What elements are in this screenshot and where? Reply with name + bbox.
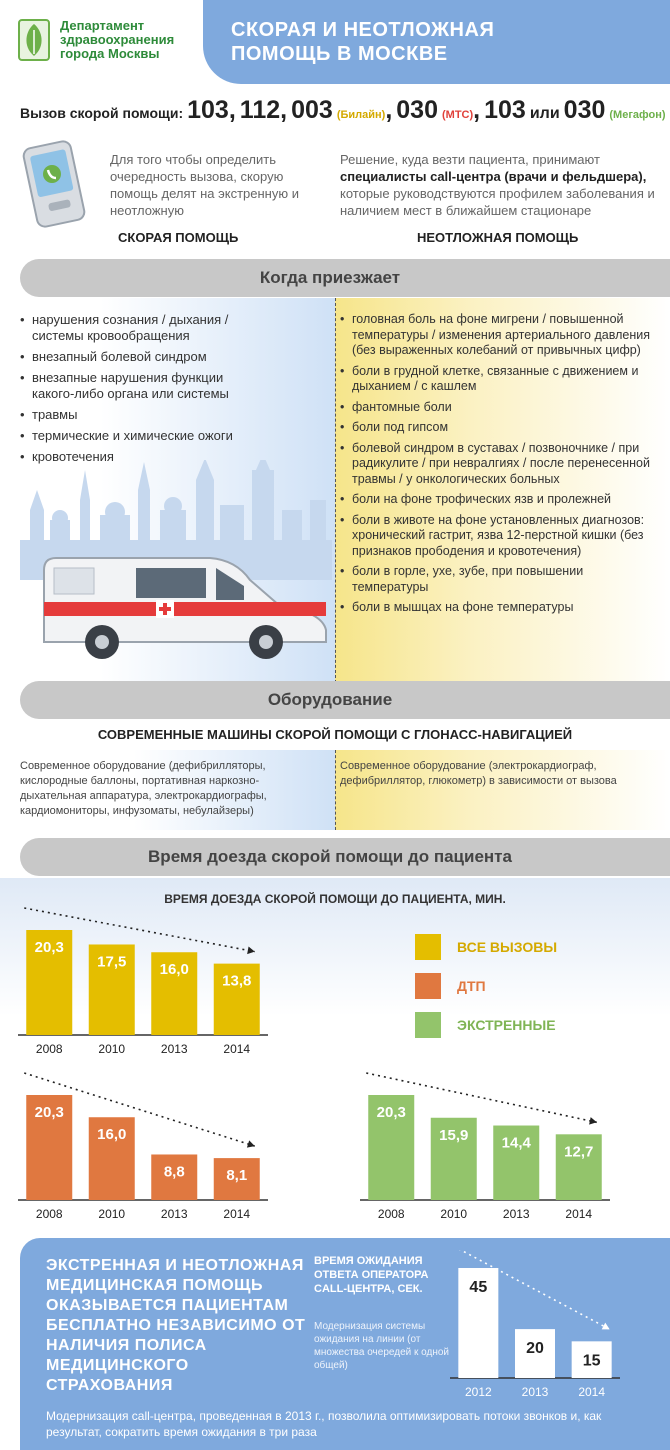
equipment-subtitle: СОВРЕМЕННЫЕ МАШИНЫ СКОРОЙ ПОМОЩИ С ГЛОНАСС-НАВИГАЦИЕЙ xyxy=(97,727,573,742)
title-line: СКОРАЯ И НЕОТЛОЖНАЯ xyxy=(231,19,495,41)
x-tick-label: 2010 xyxy=(98,1207,126,1221)
list-item: • болевой синдром в суставах / позвоночнике / при радикулите / при невралгиях / после перенесенной травмы / у онкологических больных xyxy=(340,441,658,488)
section-when-header xyxy=(20,259,670,297)
bar-value-label: 8,8 xyxy=(163,1163,185,1181)
x-tick-label: 2008 xyxy=(35,1042,63,1056)
logo-line: здравоохранения xyxy=(60,32,175,47)
chart-title: ВРЕМЯ ДОЕЗДА СКОРОЙ ПОМОЩИ ДО ПАЦИЕНТА, МИН. xyxy=(164,892,506,906)
wait-chart-title: ВРЕМЯ ОЖИДАНИЯ ОТВЕТА ОПЕРАТОРА CALL-ЦЕНТРА, СЕК. xyxy=(314,1255,429,1295)
list-item: • боли в мышцах на фоне температуры xyxy=(340,600,658,616)
trend-arrow xyxy=(589,1117,597,1125)
separator: , xyxy=(473,96,481,124)
section-time-header xyxy=(20,838,670,876)
mobile-phone-icon xyxy=(22,140,102,230)
column-divider xyxy=(335,298,336,683)
chart-legend xyxy=(415,934,557,1038)
bar-value-label: 15,9 xyxy=(439,1126,469,1144)
list-item: • кровотечения xyxy=(20,449,245,465)
x-tick-label: 2014 xyxy=(223,1042,251,1056)
phone-number: 103 xyxy=(484,96,526,124)
list-item: • нарушения сознания / дыхания / системы кровообращения xyxy=(20,312,245,344)
chart-all-calls xyxy=(18,905,280,1060)
intro-text: Решение, куда везти пациента, принимают xyxy=(340,152,600,167)
x-tick-label: 2014 xyxy=(223,1207,251,1221)
emblem-icon xyxy=(18,18,54,68)
legend-swatch xyxy=(415,973,441,999)
legend-item xyxy=(415,1012,557,1038)
intro-right xyxy=(340,151,660,219)
separator: , xyxy=(228,96,236,124)
x-tick-label: 2013 xyxy=(160,1042,188,1056)
header-banner xyxy=(203,0,670,84)
phone-number: 112 xyxy=(239,96,281,124)
phone-numbers xyxy=(20,96,666,130)
section-title: Оборудование xyxy=(267,690,393,709)
page-title xyxy=(231,18,494,66)
phone-number: 003 xyxy=(291,96,333,124)
phone-number: 030 xyxy=(563,96,606,124)
title-line: ПОМОЩЬ В МОСКВЕ xyxy=(231,43,448,65)
separator: , xyxy=(385,96,393,124)
free-care-statement: ЭКСТРЕННАЯ И НЕОТЛОЖНАЯ МЕДИЦИНСКАЯ ПОМОЩЬ ОКАЗЫВАЕТСЯ ПАЦИЕНТАМ БЕСПЛАТНО НЕЗАВИСИМО ОТ НАЛИЧИЯ ПОЛИСА МЕДИЦИНСКОГО СТРАХОВАНИЯ xyxy=(46,1257,306,1394)
operator-beeline: (Билайн) xyxy=(336,109,386,121)
bottom-panel xyxy=(20,1238,670,1450)
bar-value-label: 17,5 xyxy=(97,953,127,971)
legend-label: ЭКСТРЕННЫЕ xyxy=(457,1017,556,1033)
urgent-subhead: НЕОТЛОЖНАЯ ПОМОЩЬ xyxy=(417,230,579,245)
x-tick-label: 2010 xyxy=(440,1207,468,1221)
legend-swatch xyxy=(415,934,441,960)
bar-value-label: 16,0 xyxy=(159,961,189,979)
bar-value-label: 14,4 xyxy=(501,1134,531,1152)
list-item: • травмы xyxy=(20,407,245,423)
intro-bold: специалисты call-центра (врачи и фельдшера), xyxy=(340,169,647,184)
operator-megafon: (Мегафон) xyxy=(609,109,666,121)
section-equipment-header xyxy=(20,681,670,719)
legend-label: ВСЕ ВЫЗОВЫ xyxy=(457,939,558,955)
x-tick-label: 2014 xyxy=(565,1207,593,1221)
logo-line: Департамент xyxy=(60,18,145,33)
column-divider xyxy=(335,750,336,830)
intro-text: которые руководствуются профилем заболевания и наличием мест в ближайшем стационаре xyxy=(340,186,655,218)
list-item: • боли под гипсом xyxy=(340,420,658,436)
phone-number: 103 xyxy=(187,96,229,124)
section-title: Время доезда скорой помощи до пациента xyxy=(148,847,512,866)
list-item: • внезапные нарушения функции какого-либо органа или системы xyxy=(20,370,245,402)
list-item: • боли в грудной клетке, связанные с движением и дыханием / с кашлем xyxy=(340,364,658,395)
x-tick-label: 2014 xyxy=(578,1385,606,1399)
or-word: или xyxy=(529,105,560,122)
chart-wait-time xyxy=(450,1250,625,1410)
phone-label: Вызов скорой помощи: xyxy=(20,105,184,121)
list-item: • боли на фоне трофических язв и пролежней xyxy=(340,492,658,508)
list-item: • боли в животе на фоне установленных диагнозов: хронический гастрит, язва 12-перстной кишки (без признаков прободения и кровотечения) xyxy=(340,513,658,560)
bottom-footnote: Модернизация call-центра, проведенная в 2013 г., позволила оптимизировать потоки звонков и, как результат, сократить время ожидания в три раза xyxy=(46,1409,602,1439)
x-tick-label: 2012 xyxy=(464,1385,492,1399)
bar-value-label: 16,0 xyxy=(97,1126,127,1144)
bar-value-label: 12,7 xyxy=(564,1143,594,1161)
x-tick-label: 2008 xyxy=(35,1207,63,1221)
list-item: • внезапный болевой синдром xyxy=(20,349,245,365)
bar-value-label: 20,3 xyxy=(34,1104,64,1121)
urgent-list xyxy=(340,312,658,621)
wait-note: Модернизация системы ожидания на линии (от множества очередей к одной общей) xyxy=(314,1321,449,1371)
chart-emergency xyxy=(360,1070,622,1225)
operator-mts: (МТС) xyxy=(442,109,474,121)
department-logo xyxy=(18,18,198,68)
bar-value-label: 20,3 xyxy=(34,939,64,956)
bar-value-label: 45 xyxy=(469,1279,488,1296)
list-item: • головная боль на фоне мигрени / повышенной температуры / изменения артериального давления (без выраженных колебаний от привычных цифр) xyxy=(340,312,658,359)
legend-swatch xyxy=(415,1012,441,1038)
emergency-list xyxy=(20,312,245,470)
x-tick-label: 2010 xyxy=(98,1042,126,1056)
list-item: • фантомные боли xyxy=(340,400,658,416)
x-tick-label: 2013 xyxy=(160,1207,188,1221)
bar-value-label: 20,3 xyxy=(376,1104,406,1121)
phone-number: 030 xyxy=(396,96,438,124)
chart-dtp xyxy=(18,1070,280,1225)
ambulance-subhead: СКОРАЯ ПОМОЩЬ xyxy=(118,230,239,245)
section-title: Когда приезжает xyxy=(259,268,401,287)
x-tick-label: 2013 xyxy=(521,1385,549,1399)
x-tick-label: 2013 xyxy=(502,1207,530,1221)
list-item: • боли в горле, ухе, зубе, при повышении температуры xyxy=(340,564,658,595)
bar-value-label: 8,1 xyxy=(226,1167,248,1185)
equipment-right-text: Современное оборудование (электрокардиограф, дефибриллятор, глюкометр) в зависимости от вызова xyxy=(340,760,617,787)
bar-value-label: 20 xyxy=(526,1340,544,1358)
legend-item xyxy=(415,934,557,960)
intro-left: Для того чтобы определить очередность вызова, скорую помощь делят на экстренную и неотложную xyxy=(110,152,299,218)
legend-label: ДТП xyxy=(457,978,486,994)
bar-value-label: 13,8 xyxy=(222,972,252,990)
trend-arrow xyxy=(247,947,255,955)
list-item: • термические и химические ожоги xyxy=(20,428,245,444)
bar-value-label: 15 xyxy=(582,1352,601,1370)
logo-line: города Москвы xyxy=(60,46,160,61)
separator: , xyxy=(280,96,288,124)
legend-item xyxy=(415,973,557,999)
equipment-left-text: Современное оборудование (дефибрилляторы, кислородные баллоны, портативная наркозно-дыхательная аппаратура, электрокардиографы, кардиомониторы, инфузоматы, небулайзеры) xyxy=(20,760,267,817)
x-tick-label: 2008 xyxy=(377,1207,405,1221)
ambulance-illustration xyxy=(40,550,330,660)
